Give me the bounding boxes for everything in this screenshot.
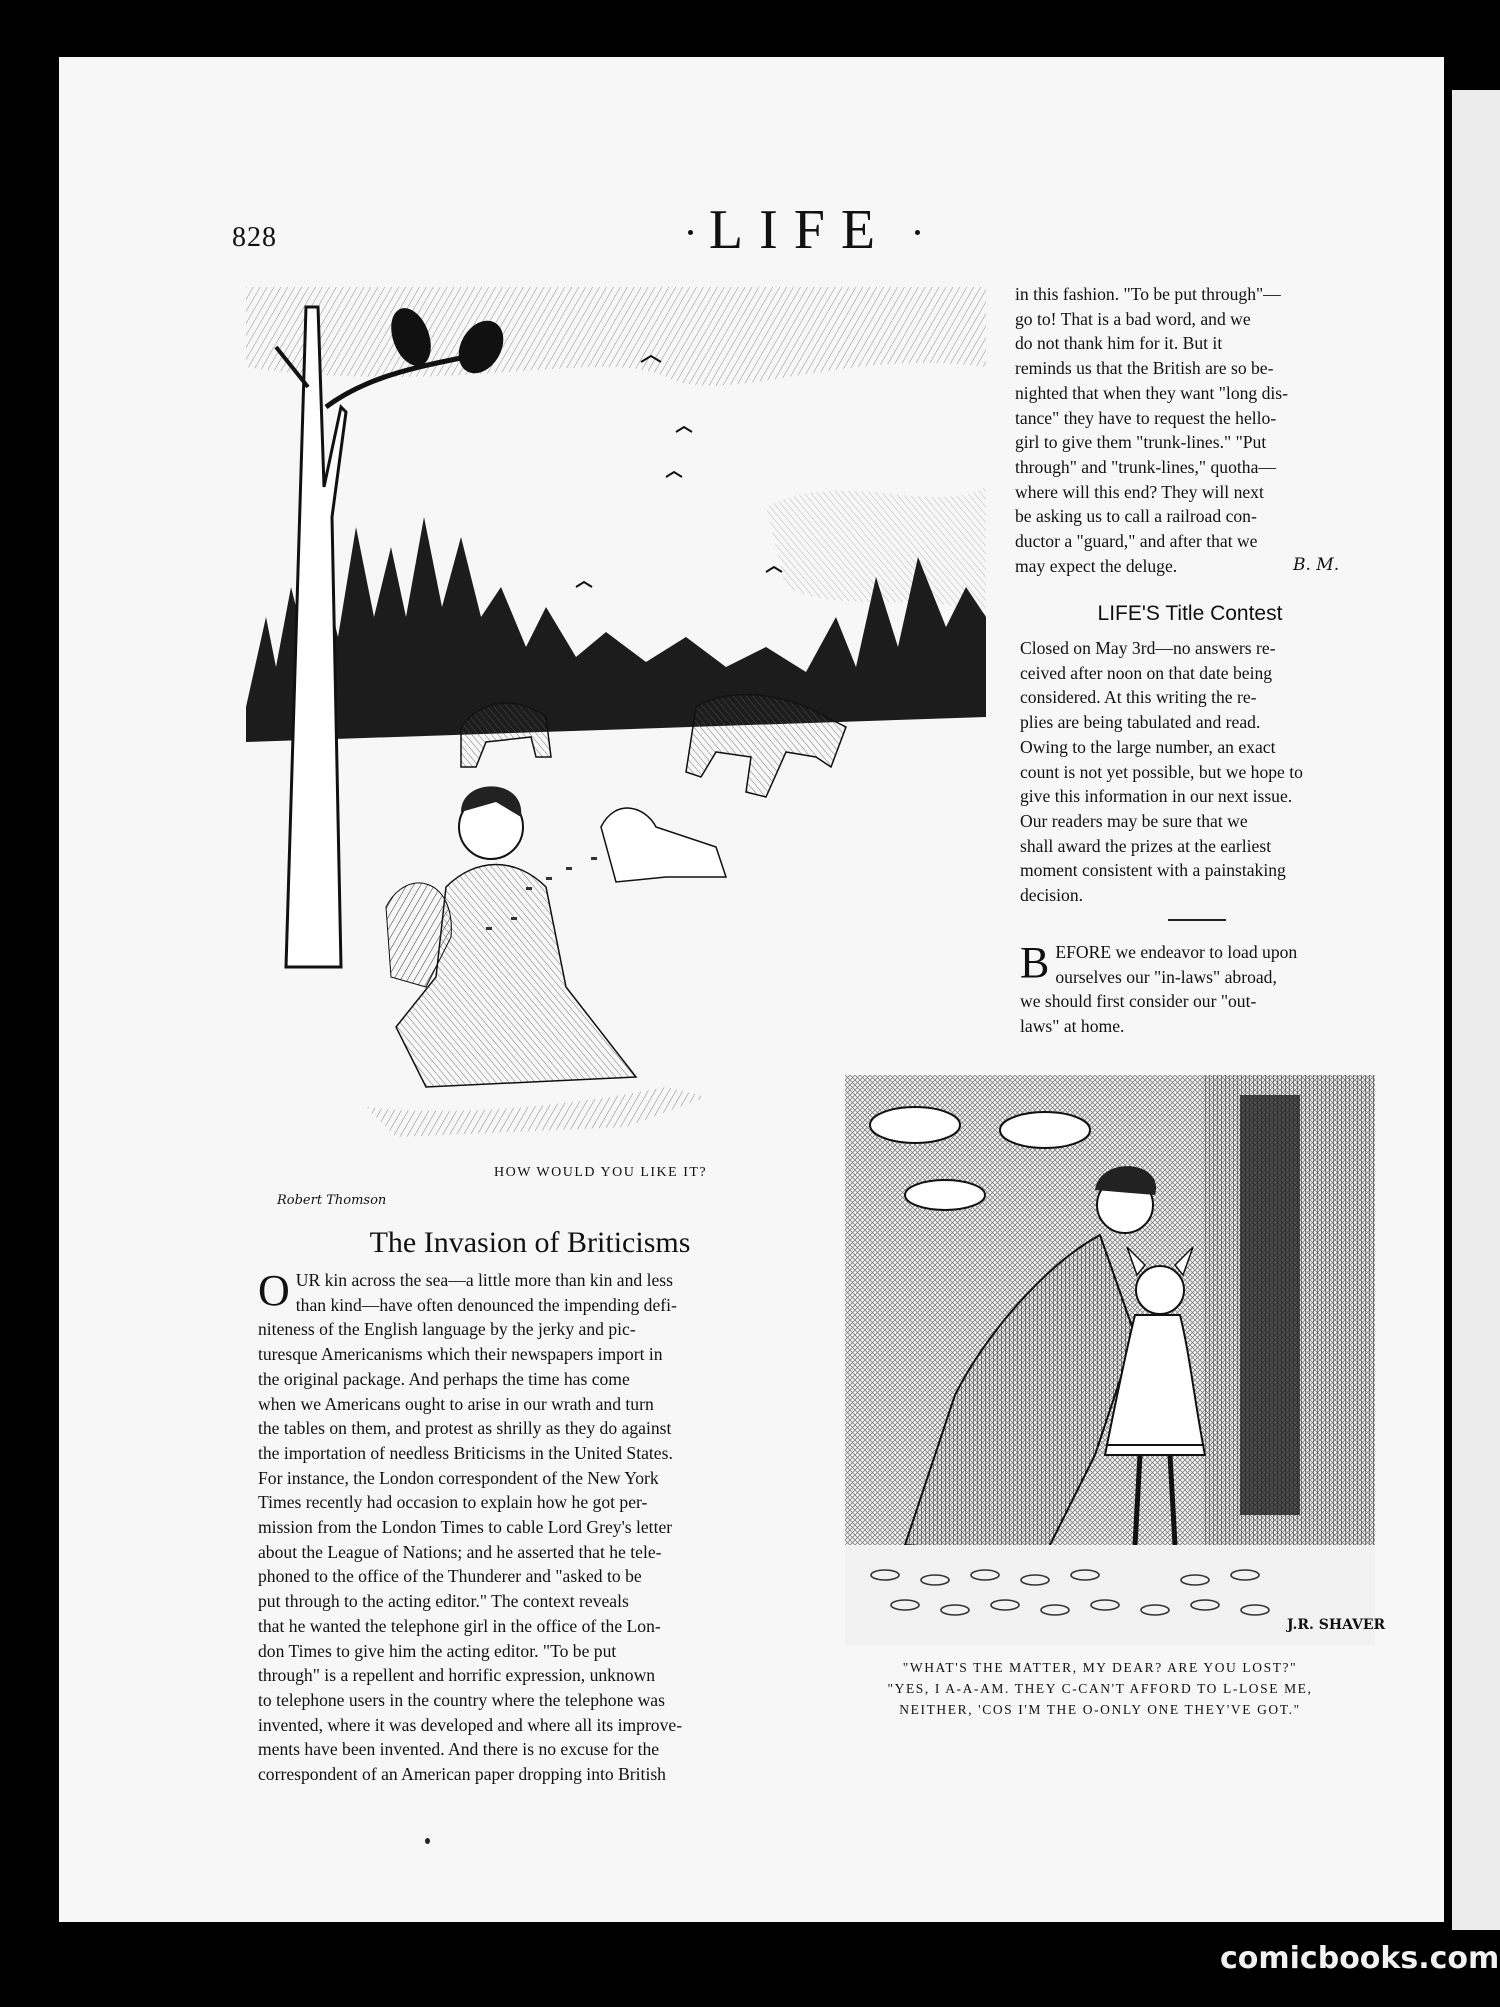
article-line: UR kin across the sea—a little more than kin and less [295,1270,673,1290]
contest-line: moment consistent with a painstaking [1020,860,1286,881]
article-line: turesque Americanisms which their newspapers import in [258,1344,663,1365]
contest-title: LIFE'S Title Contest [1097,602,1283,625]
illustration-caption: HOW WOULD YOU LIKE IT? [494,1165,708,1180]
contest-body [1020,636,1370,908]
article-line: put through to the acting editor." The context reveals [258,1591,629,1612]
article-line: reminds us that the British are so be- [1015,358,1274,379]
contest-line: ceived after noon on that date being [1020,662,1273,683]
article-line: mission from the London Times to cable Lord Grey's letter [258,1517,673,1538]
article-line: may expect the deluge. [1015,555,1178,576]
contest-line: plies are being tabulated and read. [1020,712,1261,733]
article-line: phoned to the office of the Thunderer and "asked to be [258,1566,642,1587]
article-line: tance" they have to request the hello- [1015,407,1277,428]
artist-signature: J.R. SHAVER [1287,1617,1386,1633]
article-line: ductor a "guard," and after that we [1015,531,1258,552]
winter-scene-illustration [246,287,986,1157]
article-line: do not thank him for it. But it [1015,333,1223,354]
author-initials: B. M. [1293,555,1340,575]
facing-page-edge [1452,90,1500,1930]
drop-cap: O [258,1266,290,1315]
article-line: Times recently had occasion to explain how he got per- [258,1492,648,1513]
inlaws-paragraph [1020,940,1370,1039]
article-line: For instance, the London correspondent of the New York [258,1467,659,1488]
article-line: than kind—have often denounced the impending defi- [295,1294,677,1315]
article-line: that he wanted the telephone girl in the office of the Lon- [258,1615,661,1636]
article-line: don Times to give him the acting editor. "To be put [258,1640,617,1661]
lost-child-illustration [845,1075,1375,1645]
contest-line: give this information in our next issue. [1020,786,1293,807]
contest-line: count is not yet possible, but we hope to [1020,761,1303,782]
page-number: 828 [232,222,277,253]
cartoon-caption-line: "WHAT'S THE MATTER, MY DEAR? ARE YOU LOST?" [902,1660,1298,1675]
article-line: in this fashion. "To be put through"— [1015,284,1281,304]
cartoon-caption-line: "YES, I A-A-AM. THEY C-CAN'T AFFORD TO L-LOSE ME, [887,1681,1313,1696]
article-line: be asking us to call a railroad con- [1015,506,1257,527]
contest-line: Owing to the large number, an exact [1020,736,1276,757]
masthead: LIFE [650,198,950,262]
page-mark [425,1838,430,1844]
article-line: the tables on them, and protest as shrilly as they do against [258,1418,672,1439]
inlaws-line: EFORE we endeavor to load upon [1055,942,1298,962]
article-line: nighted that when they want "long dis- [1015,382,1288,403]
article-line: correspondent of an American paper dropping into British [258,1764,666,1785]
article-continuation [1015,282,1370,578]
article-line: ments have been invented. And there is no excuse for the [258,1739,660,1760]
inlaws-line: we should first consider our "out- [1020,991,1257,1012]
article-line: when we Americans ought to arise in our wrath and turn [258,1393,654,1414]
article-line: about the League of Nations; and he asserted that he tele- [258,1541,662,1562]
contest-line: Our readers may be sure that we [1020,810,1248,831]
article-line: the original package. And perhaps the time has come [258,1368,630,1389]
contest-line: shall award the prizes at the earliest [1020,835,1272,856]
article-title: The Invasion of Briticisms [369,1226,691,1259]
contest-line: considered. At this writing the re- [1020,687,1257,708]
artist-signature: Robert Thomson [277,1193,387,1208]
article-line: through" is a repellent and horrific expression, unknown [258,1665,656,1686]
contest-line: decision. [1020,885,1084,906]
article-line: through" and "trunk-lines," quotha— [1015,456,1276,477]
article-line: go to! That is a bad word, and we [1015,308,1251,329]
contest-line: Closed on May 3rd—no answers re- [1020,638,1276,658]
article-line: the importation of needless Briticisms in the United States. [258,1442,673,1463]
article-line: to telephone users in the country where the telephone was [258,1689,665,1710]
article-line: niteness of the English language by the jerky and pic- [258,1319,636,1340]
article-line: girl to give them "trunk-lines." "Put [1015,432,1267,453]
article-line: invented, where it was developed and where all its improve- [258,1714,683,1735]
cartoon-caption-line: NEITHER, 'COS I'M THE O-ONLY ONE THEY'VE GOT." [899,1702,1301,1717]
drop-cap: B [1020,938,1050,987]
section-divider [1168,919,1226,921]
article-body [258,1268,798,1787]
inlaws-line: ourselves our "in-laws" abroad, [1055,966,1277,987]
inlaws-line: laws" at home. [1020,1016,1125,1037]
site-watermark: comicbooks.com [1220,1941,1500,1976]
article-line: where will this end? They will next [1015,481,1264,502]
